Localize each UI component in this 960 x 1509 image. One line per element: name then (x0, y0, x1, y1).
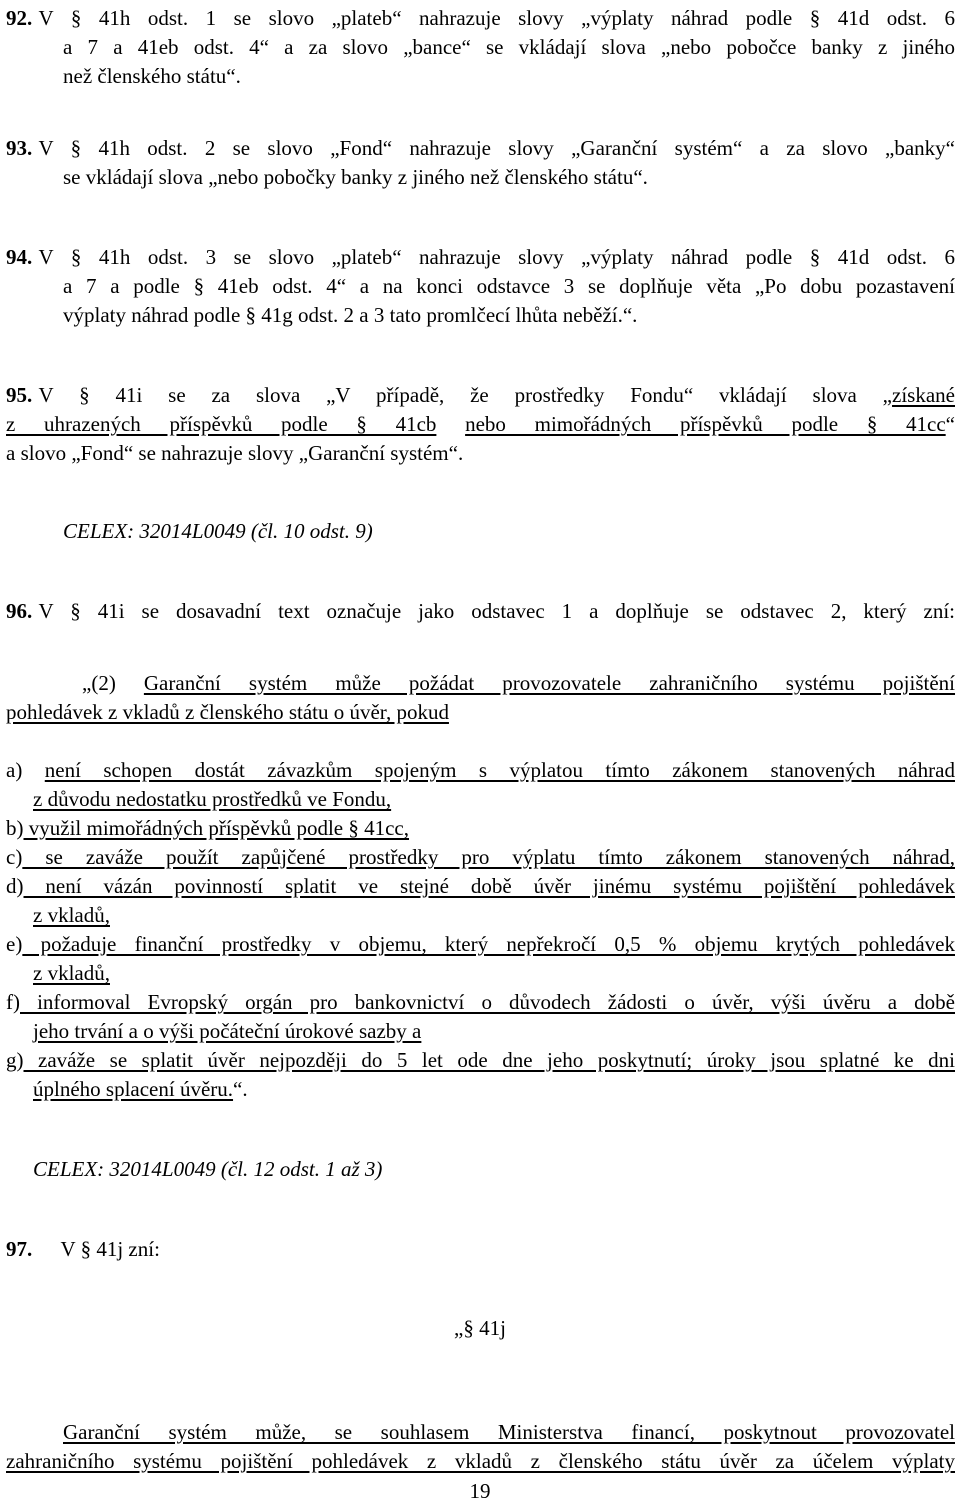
item-96-line-1: 96. V § 41i se dosavadní text označuje jako odstavec 1 a doplňuje se odstavec 2, který zní: (6, 599, 955, 623)
point-g-line-2: úplného splacení úvěru.“. (33, 1077, 248, 1101)
item-94-line-1: 94. V § 41h odst. 3 se slovo „plateb“ nahrazuje slovy „výplaty náhrad podle § 41d odst. 6 (6, 245, 955, 269)
point-e-line-2: z vkladů, (33, 961, 110, 985)
item-number: 96. (6, 599, 33, 623)
point-b: b) využil mimořádných příspěvků podle § 41cc, (6, 816, 409, 840)
item-97-line-1: 97. V § 41j zní: (6, 1237, 160, 1261)
section-body-line-1: Garanční systém může, se souhlasem Ministerstva financí, poskytnout provozovatel (63, 1420, 955, 1444)
point-e-line-1: e) požaduje finanční prostředky v objemu, který nepřekročí 0,5 % objemu krytých pohledávek (6, 932, 955, 956)
celex-reference: CELEX: 32014L0049 (čl. 12 odst. 1 až 3) (33, 1157, 383, 1181)
point-d-line-1: d) není vázán povinností splatit ve stejné době úvěr jinému systému pojištění pohledávek (6, 874, 955, 898)
item-92-line-1: 92. V § 41h odst. 1 se slovo „plateb“ nahrazuje slovy „výplaty náhrad podle § 41d odst. 6 (6, 6, 955, 30)
paragraph-2-line-1: „(2) Garanční systém může požádat provozovatele zahraničního systému pojištění (82, 671, 956, 695)
item-number: 92. (6, 6, 33, 30)
page-number: 19 (469, 1479, 491, 1503)
section-heading: „§ 41j (454, 1316, 506, 1340)
item-93-line-2: se vkládají slova „nebo pobočky banky z jiného než členského státu“. (63, 165, 648, 189)
item-number: 97. (6, 1237, 33, 1261)
point-d-line-2: z vkladů, (33, 903, 110, 927)
item-95-line-2: z uhrazených příspěvků podle § 41cb nebo mimořádných příspěvků podle § 41cc“ (6, 412, 955, 436)
item-94-line-3: výplaty náhrad podle § 41g odst. 2 a 3 tato promlčecí lhůta neběží.“. (63, 303, 638, 327)
point-f-line-2: jeho trvání a o výši počáteční úrokové sazby a (33, 1019, 422, 1043)
item-92-line-2: a 7 a 41eb odst. 4“ a za slovo „bance“ se vkládají slova „nebo pobočce banky z jiného (63, 35, 955, 59)
item-number: 95. (6, 383, 33, 407)
item-number: 93. (6, 136, 33, 160)
point-a-line-1: a) není schopen dostát závazkům spojeným s výplatou tímto zákonem stanovených náhrad (6, 758, 955, 782)
item-number: 94. (6, 245, 33, 269)
item-94-line-2: a 7 a podle § 41eb odst. 4“ a na konci odstavce 3 se doplňuje věta „Po dobu pozastavení (63, 274, 955, 298)
item-95-line-1: 95. V § 41i se za slova „V případě, že prostředky Fondu“ vkládají slova „získané (6, 383, 955, 407)
item-93-line-1: 93. V § 41h odst. 2 se slovo „Fond“ nahrazuje slovy „Garanční systém“ a za slovo „banky“ (6, 136, 955, 160)
item-92-line-3: než členského státu“. (63, 64, 241, 88)
celex-reference: CELEX: 32014L0049 (čl. 10 odst. 9) (63, 519, 373, 543)
point-f-line-1: f) informoval Evropský orgán pro bankovnictví o důvodech žádosti o úvěr, výši úvěru a době (6, 990, 955, 1014)
paragraph-2-line-2: pohledávek z vkladů z členského státu o úvěr, pokud (6, 700, 449, 724)
point-g-line-1: g) zaváže se splatit úvěr nejpozději do 5 let ode dne jeho poskytnutí; úroky jsou splatné ke dni (6, 1048, 955, 1072)
item-95-line-3: a slovo „Fond“ se nahrazuje slovy „Garanční systém“. (6, 441, 464, 465)
section-body-line-2: zahraničního systému pojištění pohledávek z vkladů z členského státu úvěr za účelem výplaty (6, 1449, 955, 1473)
point-c: c) se zaváže použít zapůjčené prostředky pro výplatu tímto zákonem stanovených náhrad, (6, 845, 955, 869)
point-a-line-2: z důvodu nedostatku prostředků ve Fondu, (33, 787, 392, 811)
